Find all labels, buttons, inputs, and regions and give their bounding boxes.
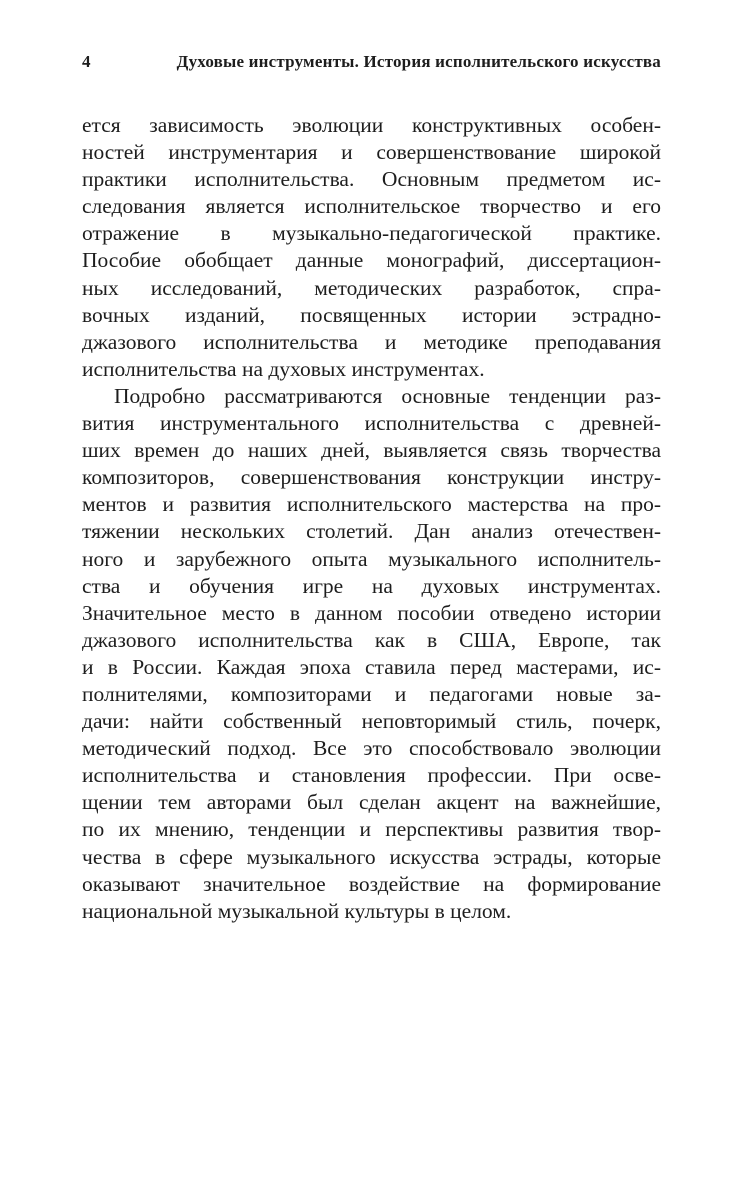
text-line: практики исполнительства. Основным предметом ис- xyxy=(82,167,661,192)
text-line: дачи: найти собственный неповторимый стиль, почерк, xyxy=(82,709,661,734)
text-line: и в России. Каждая эпоха ставила перед мастерами, ис- xyxy=(82,654,661,679)
text-line: по их мнению, тенденции и перспективы развития твор- xyxy=(82,817,661,842)
text-line: тяжении нескольких столетий. Дан анализ отечествен- xyxy=(82,519,661,544)
text-line: вочных изданий, посвященных истории эстрадно- xyxy=(82,302,661,327)
text-line: ства и обучения игре на духовых инструментах. xyxy=(82,573,661,598)
text-line: исполнительства и становления профессии. При осве- xyxy=(82,763,661,788)
text-line: джазового исполнительства как в США, Европе, так xyxy=(82,627,661,652)
text-line: композиторов, совершенствования конструкции инстру- xyxy=(82,465,661,490)
text-line: щении тем авторами был сделан акцент на важнейшие, xyxy=(82,790,661,815)
text-line: ного и зарубежного опыта музыкального исполнитель- xyxy=(82,546,661,571)
text-line: оказывают значительное воздействие на формирование xyxy=(82,871,661,896)
page-number: 4 xyxy=(82,52,91,71)
text-line: национальной музыкальной культуры в целом. xyxy=(82,898,512,923)
paragraph xyxy=(82,112,661,383)
text-line: Значительное место в данном пособии отведено истории xyxy=(82,600,661,625)
running-title: Духовые инструменты. История исполнительского искусства xyxy=(176,52,661,71)
text-line: чества в сфере музыкального искусства эстрады, которые xyxy=(82,844,661,869)
text-line: Пособие обобщает данные монографий, диссертацион- xyxy=(82,248,661,273)
text-line: исполнительства на духовых инструментах. xyxy=(82,356,485,381)
text-line: полнителями, композиторами и педагогами новые за- xyxy=(82,681,661,706)
paragraph xyxy=(82,383,661,925)
text-line: ших времен до наших дней, выявляется связь творчества xyxy=(82,438,661,463)
text-line: методический подход. Все это способствовало эволюции xyxy=(82,736,661,761)
text-line: ментов и развития исполнительского мастерства на про- xyxy=(82,492,661,517)
text-line: следования является исполнительское творчество и его xyxy=(82,194,661,219)
text-line: ется зависимость эволюции конструктивных особен- xyxy=(82,113,661,137)
text-line: джазового исполнительства и методике преподавания xyxy=(82,329,661,354)
text-line: вития инструментального исполнительства с древней- xyxy=(82,411,661,436)
text-line: отражение в музыкально-педагогической практике. xyxy=(82,221,661,246)
text-line: ных исследований, методических разработок, спра- xyxy=(82,275,661,300)
body-text xyxy=(82,112,661,925)
text-line: Подробно рассматриваются основные тенденции раз- xyxy=(114,383,661,408)
page-header xyxy=(82,52,661,76)
text-line: ностей инструментария и совершенствование широкой xyxy=(82,140,661,165)
